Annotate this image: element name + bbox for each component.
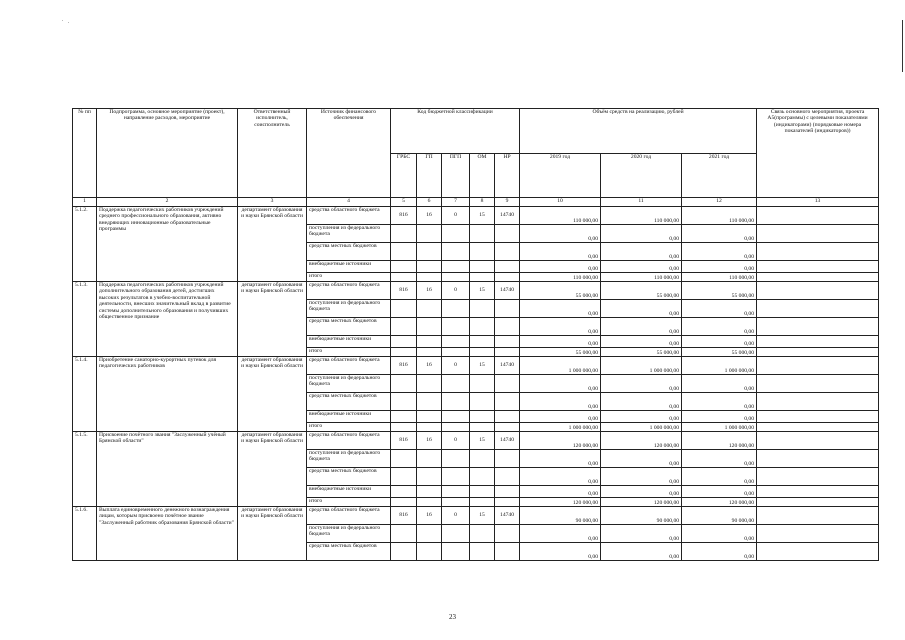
row-code: 15 [470, 357, 495, 375]
row-name: Присвоение почётного звания "Заслуженный учёный Брянской области" [97, 432, 238, 507]
row-value: 1 000 000,00 [601, 357, 682, 375]
row-value: 0,00 [682, 243, 757, 261]
table-row [73, 432, 879, 450]
row-source: поступления из федерального бюджета [307, 375, 391, 393]
row-code: 16 [417, 357, 442, 375]
row-value: 0,00 [520, 543, 601, 561]
row-code [391, 525, 417, 543]
row-code [391, 411, 417, 423]
row-link [757, 357, 879, 375]
row-code [470, 486, 495, 498]
row-value: 0,00 [601, 411, 682, 423]
row-code [442, 273, 470, 282]
row-code [442, 498, 470, 507]
row-code [442, 525, 470, 543]
column-number: 13 [757, 198, 879, 207]
row-code [391, 318, 417, 336]
row-code: 816 [391, 432, 417, 450]
row-code: 15 [470, 507, 495, 525]
row-value: 0,00 [601, 393, 682, 411]
row-value: 110 000,00 [520, 273, 601, 282]
row-code [417, 336, 442, 348]
row-code [495, 450, 520, 468]
row-value: 90 000,00 [601, 507, 682, 525]
column-number: 12 [682, 198, 757, 207]
row-value: 0,00 [601, 375, 682, 393]
row-value: 120 000,00 [682, 432, 757, 450]
row-value: 0,00 [682, 318, 757, 336]
row-code: 16 [417, 282, 442, 300]
table-row [73, 507, 879, 525]
row-code [417, 498, 442, 507]
row-value: 0,00 [520, 393, 601, 411]
row-code [495, 498, 520, 507]
row-value: 110 000,00 [601, 207, 682, 225]
row-code [470, 411, 495, 423]
row-code: 816 [391, 282, 417, 300]
row-link [757, 411, 879, 423]
row-code [442, 300, 470, 318]
row-value: 0,00 [520, 225, 601, 243]
row-code [442, 450, 470, 468]
row-code [417, 543, 442, 561]
table-row [73, 282, 879, 300]
row-code [417, 468, 442, 486]
header-year: 2019 год [520, 153, 601, 198]
row-code [391, 273, 417, 282]
row-number: 5.1.5. [73, 432, 97, 507]
column-number: 11 [601, 198, 682, 207]
row-code [442, 543, 470, 561]
row-code [495, 318, 520, 336]
row-source: внебюджетные источники [307, 486, 391, 498]
column-number: 9 [495, 198, 520, 207]
row-code [417, 300, 442, 318]
row-link [757, 207, 879, 225]
row-code: 816 [391, 507, 417, 525]
row-code [470, 336, 495, 348]
row-source: итого [307, 348, 391, 357]
row-source: средства местных бюджетов [307, 543, 391, 561]
header-number: № пп [73, 109, 97, 198]
row-code [442, 336, 470, 348]
row-source: средства местных бюджетов [307, 393, 391, 411]
row-code [495, 243, 520, 261]
row-code [417, 525, 442, 543]
column-number: 7 [442, 198, 470, 207]
header-year: 2020 год [601, 153, 682, 198]
row-link [757, 543, 879, 561]
row-link [757, 273, 879, 282]
row-value: 0,00 [520, 336, 601, 348]
header-name: Подпрограмма, основное мероприятие (проект), направление расходов, мероприятие [97, 109, 238, 198]
row-code [495, 525, 520, 543]
row-source: итого [307, 273, 391, 282]
row-value: 0,00 [682, 468, 757, 486]
row-value: 0,00 [520, 261, 601, 273]
row-code [442, 261, 470, 273]
row-code: 15 [470, 282, 495, 300]
row-code [495, 393, 520, 411]
row-code [417, 318, 442, 336]
row-link [757, 282, 879, 300]
row-value: 0,00 [601, 450, 682, 468]
row-code [442, 348, 470, 357]
row-link [757, 300, 879, 318]
row-link [757, 318, 879, 336]
row-code: 15 [470, 432, 495, 450]
row-code [391, 348, 417, 357]
row-link [757, 432, 879, 450]
row-value: 0,00 [601, 318, 682, 336]
row-code [495, 300, 520, 318]
row-code [442, 486, 470, 498]
row-value: 0,00 [520, 468, 601, 486]
row-source: поступления из федерального бюджета [307, 525, 391, 543]
row-code [391, 498, 417, 507]
row-code: 16 [417, 507, 442, 525]
column-number: 4 [307, 198, 391, 207]
column-number-row [73, 198, 879, 207]
row-source: внебюджетные источники [307, 336, 391, 348]
row-code [442, 468, 470, 486]
page-number: 23 [449, 613, 456, 621]
row-executor: департамент образования и науки Брянской области [238, 282, 307, 357]
row-source: средства местных бюджетов [307, 318, 391, 336]
row-code [470, 393, 495, 411]
row-code: 14740 [495, 507, 520, 525]
row-value: 0,00 [682, 411, 757, 423]
row-source: итого [307, 423, 391, 432]
row-code [391, 450, 417, 468]
row-code [470, 273, 495, 282]
row-value: 0,00 [682, 261, 757, 273]
row-code [417, 450, 442, 468]
row-code [391, 336, 417, 348]
row-value: 55 000,00 [601, 282, 682, 300]
row-code [442, 393, 470, 411]
row-code [470, 498, 495, 507]
column-number: 5 [391, 198, 417, 207]
row-code [391, 261, 417, 273]
header-code: ГП [417, 153, 442, 198]
row-number: 5.1.4. [73, 357, 97, 432]
row-number: 5.1.3. [73, 282, 97, 357]
row-value: 110 000,00 [520, 207, 601, 225]
row-code: 0 [442, 282, 470, 300]
row-code [495, 225, 520, 243]
row-source: средства областного бюджета [307, 282, 391, 300]
row-source: поступления из федерального бюджета [307, 450, 391, 468]
row-code [470, 525, 495, 543]
row-code: 0 [442, 507, 470, 525]
row-link [757, 375, 879, 393]
row-code [495, 261, 520, 273]
row-value: 0,00 [601, 543, 682, 561]
header-code: НР [495, 153, 520, 198]
row-value: 1 000 000,00 [520, 423, 601, 432]
row-value: 0,00 [601, 336, 682, 348]
row-code [495, 375, 520, 393]
row-value: 1 000 000,00 [682, 423, 757, 432]
row-code [495, 411, 520, 423]
row-code [417, 243, 442, 261]
row-value: 0,00 [601, 525, 682, 543]
row-value: 0,00 [601, 486, 682, 498]
row-value: 0,00 [520, 300, 601, 318]
row-value: 0,00 [520, 243, 601, 261]
row-code [470, 300, 495, 318]
header-source: Источник финансового обеспечения [307, 109, 391, 198]
row-code [470, 423, 495, 432]
row-value: 0,00 [520, 525, 601, 543]
row-code: 0 [442, 357, 470, 375]
header-code: ПГП [442, 153, 470, 198]
row-code [470, 375, 495, 393]
row-value: 90 000,00 [682, 507, 757, 525]
row-value: 0,00 [601, 243, 682, 261]
row-value: 55 000,00 [601, 348, 682, 357]
row-value: 0,00 [682, 225, 757, 243]
row-code [442, 423, 470, 432]
row-value: 55 000,00 [682, 282, 757, 300]
row-link [757, 243, 879, 261]
row-code [442, 225, 470, 243]
row-link [757, 498, 879, 507]
header-volume-group: Объём средств на реализацию, рублей [520, 109, 757, 154]
row-value: 0,00 [601, 300, 682, 318]
row-value: 1 000 000,00 [682, 357, 757, 375]
row-value: 0,00 [682, 525, 757, 543]
header-code: ГРБС [391, 153, 417, 198]
row-value: 0,00 [682, 543, 757, 561]
row-value: 55 000,00 [520, 282, 601, 300]
row-value: 0,00 [520, 318, 601, 336]
table-row [73, 357, 879, 375]
row-value: 110 000,00 [682, 273, 757, 282]
row-link [757, 348, 879, 357]
header-link: Связь основного мероприятия, проекта А5(программы) с целевыми показателями (индикаторами) (порядковые номера показателей (индикаторов)) [757, 109, 879, 198]
row-link [757, 507, 879, 525]
scan-specks [62, 20, 72, 24]
row-number: 5.1.6. [73, 507, 97, 561]
row-number: 5.1.2. [73, 207, 97, 282]
row-executor: департамент образования и науки Брянской области [238, 207, 307, 282]
row-value: 0,00 [601, 261, 682, 273]
row-code [391, 543, 417, 561]
row-link [757, 261, 879, 273]
row-source: средства областного бюджета [307, 207, 391, 225]
row-code: 16 [417, 207, 442, 225]
row-value: 0,00 [520, 450, 601, 468]
header-executor: Ответственный исполнитель, соисполнитель [238, 109, 307, 198]
row-executor: департамент образования и науки Брянской области [238, 507, 307, 561]
row-value: 55 000,00 [682, 348, 757, 357]
row-code: 816 [391, 207, 417, 225]
row-source: поступления из федерального бюджета [307, 225, 391, 243]
row-code [470, 225, 495, 243]
row-code [391, 486, 417, 498]
row-value: 0,00 [682, 336, 757, 348]
column-number: 10 [520, 198, 601, 207]
row-value: 120 000,00 [601, 498, 682, 507]
row-link [757, 468, 879, 486]
row-code [470, 450, 495, 468]
row-source: средства областного бюджета [307, 357, 391, 375]
column-number: 1 [73, 198, 97, 207]
row-code [417, 225, 442, 243]
table-row [73, 207, 879, 225]
row-value: 120 000,00 [601, 432, 682, 450]
row-link [757, 225, 879, 243]
row-code [391, 225, 417, 243]
row-code [495, 423, 520, 432]
row-code [417, 486, 442, 498]
row-value: 110 000,00 [682, 207, 757, 225]
row-value: 110 000,00 [601, 273, 682, 282]
row-code [442, 375, 470, 393]
row-source: поступления из федерального бюджета [307, 300, 391, 318]
row-link [757, 525, 879, 543]
row-code [442, 243, 470, 261]
row-code [391, 393, 417, 411]
row-code [417, 393, 442, 411]
row-code [470, 543, 495, 561]
header-code: ОМ [470, 153, 495, 198]
row-link [757, 336, 879, 348]
row-code: 14740 [495, 282, 520, 300]
row-value: 0,00 [601, 468, 682, 486]
row-code [417, 423, 442, 432]
row-value: 120 000,00 [520, 498, 601, 507]
row-source: внебюджетные источники [307, 411, 391, 423]
row-value: 120 000,00 [520, 432, 601, 450]
row-code [495, 348, 520, 357]
row-value: 0,00 [682, 393, 757, 411]
row-source: средства местных бюджетов [307, 468, 391, 486]
row-code [470, 318, 495, 336]
row-code [391, 375, 417, 393]
row-value: 120 000,00 [682, 498, 757, 507]
row-code [470, 243, 495, 261]
row-value: 0,00 [682, 450, 757, 468]
row-code [470, 348, 495, 357]
row-code [391, 468, 417, 486]
header-code-group: Код бюджетной классификации [391, 109, 520, 154]
row-code: 14740 [495, 357, 520, 375]
row-value: 1 000 000,00 [601, 423, 682, 432]
row-code [495, 486, 520, 498]
row-code: 0 [442, 432, 470, 450]
row-value: 0,00 [601, 225, 682, 243]
row-code [442, 411, 470, 423]
row-code: 15 [470, 207, 495, 225]
row-code [495, 273, 520, 282]
row-code [391, 243, 417, 261]
row-code [495, 543, 520, 561]
row-source: итого [307, 498, 391, 507]
row-code [417, 261, 442, 273]
column-number: 2 [97, 198, 238, 207]
row-code [417, 273, 442, 282]
row-source: внебюджетные источники [307, 261, 391, 273]
row-executor: департамент образования и науки Брянской области [238, 432, 307, 507]
row-code: 14740 [495, 432, 520, 450]
row-link [757, 450, 879, 468]
row-name: Приобретение санаторно-курортных путевок для педагогических работников [97, 357, 238, 432]
row-source: средства областного бюджета [307, 507, 391, 525]
row-name: Поддержка педагогических работников учреждений среднего профессионального образования, активно внедряющих инновационные образовательные программы [97, 207, 238, 282]
row-code [391, 300, 417, 318]
row-source: средства областного бюджета [307, 432, 391, 450]
row-code [495, 468, 520, 486]
row-code: 0 [442, 207, 470, 225]
row-code [391, 423, 417, 432]
header-year: 2021 год [682, 153, 757, 198]
row-value: 55 000,00 [520, 348, 601, 357]
row-code [417, 411, 442, 423]
row-link [757, 423, 879, 432]
row-value: 0,00 [682, 375, 757, 393]
row-code [470, 261, 495, 273]
row-name: Поддержка педагогических работников учреждений дополнительного образования детей, достигших высоких результатов в учебно-воспитательной деятельности, внесших значительный вклад в развитие системы дополнительного образования и получивших общественное признание [97, 282, 238, 357]
row-value: 0,00 [520, 486, 601, 498]
row-code [470, 468, 495, 486]
row-code: 14740 [495, 207, 520, 225]
row-value: 0,00 [520, 411, 601, 423]
row-value: 0,00 [520, 375, 601, 393]
row-code [442, 318, 470, 336]
row-source: средства местных бюджетов [307, 243, 391, 261]
row-value: 0,00 [682, 300, 757, 318]
column-number: 6 [417, 198, 442, 207]
row-code [417, 348, 442, 357]
row-code [495, 336, 520, 348]
row-executor: департамент образования и науки Брянской области [238, 357, 307, 432]
scan-edge-mark [902, 20, 903, 72]
row-value: 0,00 [682, 486, 757, 498]
row-code: 16 [417, 432, 442, 450]
row-link [757, 393, 879, 411]
row-name: Выплата единовременного денежного вознаграждения лицам, которым присвоено почётное звание "Заслуженный работник образования Брянской области" [97, 507, 238, 561]
column-number: 3 [238, 198, 307, 207]
column-number: 8 [470, 198, 495, 207]
row-code: 816 [391, 357, 417, 375]
row-value: 90 000,00 [520, 507, 601, 525]
row-value: 1 000 000,00 [520, 357, 601, 375]
row-link [757, 486, 879, 498]
row-code [417, 375, 442, 393]
budget-table [72, 108, 879, 561]
